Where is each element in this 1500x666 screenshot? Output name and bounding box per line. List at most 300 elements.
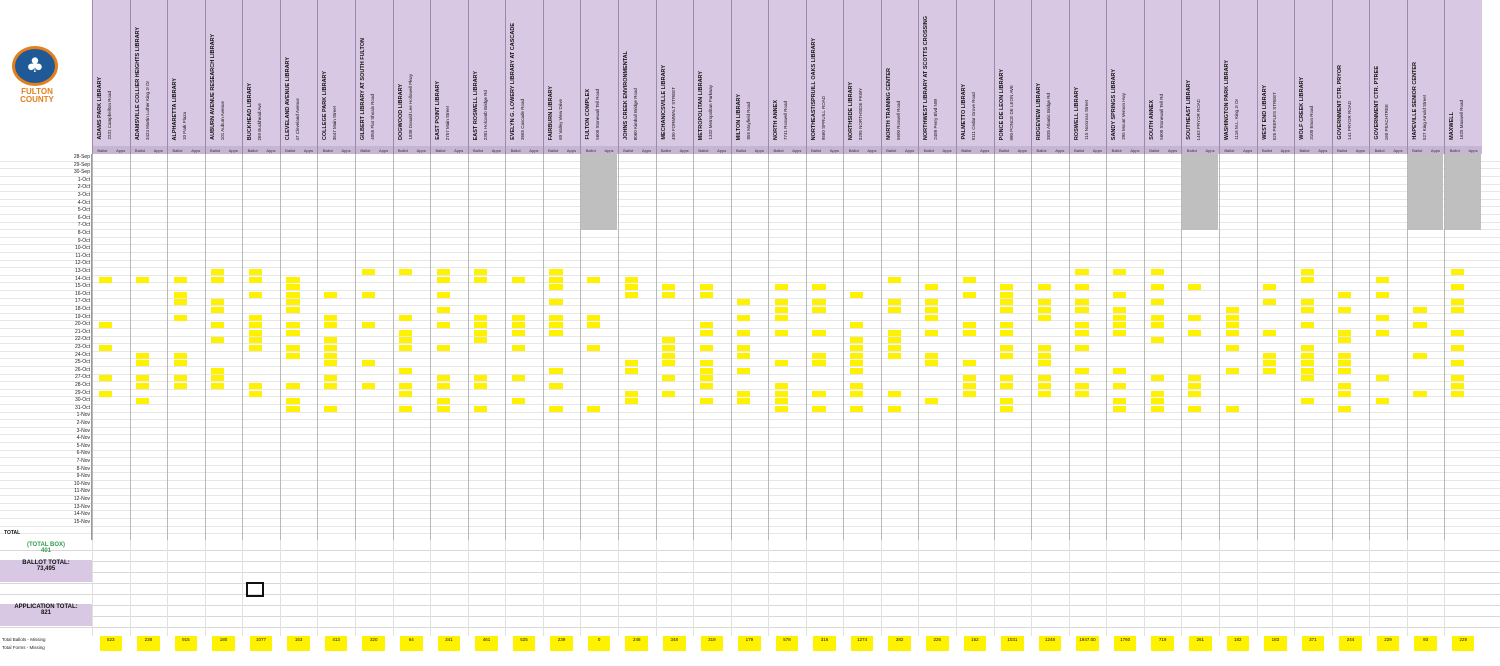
highlighted-cell[interactable] [286, 299, 299, 305]
highlighted-cell[interactable] [850, 345, 863, 351]
highlighted-cell[interactable] [1113, 368, 1126, 374]
highlighted-cell[interactable] [1226, 345, 1239, 351]
highlighted-cell[interactable] [850, 383, 863, 389]
highlighted-cell[interactable] [1000, 353, 1013, 359]
library-header[interactable] [918, 0, 956, 146]
highlighted-cell[interactable] [812, 391, 825, 397]
highlighted-cell[interactable] [1376, 398, 1389, 404]
highlighted-cell[interactable] [399, 391, 412, 397]
highlighted-cell[interactable] [549, 383, 562, 389]
highlighted-cell[interactable] [136, 277, 149, 283]
highlighted-cell[interactable] [549, 330, 562, 336]
highlighted-cell[interactable] [812, 307, 825, 313]
highlighted-cell[interactable] [775, 315, 788, 321]
highlighted-cell[interactable] [324, 322, 337, 328]
highlighted-cell[interactable] [1451, 307, 1464, 313]
library-header[interactable] [280, 0, 318, 146]
highlighted-cell[interactable] [662, 353, 675, 359]
highlighted-cell[interactable] [249, 315, 262, 321]
missing-ballots-cell[interactable]: 229 [1452, 636, 1475, 651]
highlighted-cell[interactable] [737, 315, 750, 321]
highlighted-cell[interactable] [211, 299, 224, 305]
highlighted-cell[interactable] [211, 307, 224, 313]
missing-ballots-cell[interactable]: 319 [701, 636, 724, 651]
highlighted-cell[interactable] [324, 345, 337, 351]
highlighted-cell[interactable] [174, 375, 187, 381]
library-column[interactable] [543, 154, 581, 540]
highlighted-cell[interactable] [99, 277, 112, 283]
highlighted-cell[interactable] [963, 375, 976, 381]
library-header[interactable] [881, 0, 919, 146]
highlighted-cell[interactable] [1226, 322, 1239, 328]
highlighted-cell[interactable] [1338, 391, 1351, 397]
highlighted-cell[interactable] [625, 284, 638, 290]
highlighted-cell[interactable] [549, 315, 562, 321]
library-header[interactable] [543, 0, 581, 146]
missing-ballots-cell[interactable]: 261 [1189, 636, 1212, 651]
library-header[interactable] [1407, 0, 1445, 146]
highlighted-cell[interactable] [700, 284, 713, 290]
library-column[interactable] [505, 154, 543, 540]
highlighted-cell[interactable] [512, 277, 525, 283]
highlighted-cell[interactable] [136, 398, 149, 404]
library-column[interactable] [1106, 154, 1144, 540]
highlighted-cell[interactable] [1151, 269, 1164, 275]
highlighted-cell[interactable] [1000, 398, 1013, 404]
highlighted-cell[interactable] [963, 360, 976, 366]
missing-ballots-cell[interactable]: 93 [1414, 636, 1437, 651]
highlighted-cell[interactable] [1338, 383, 1351, 389]
highlighted-cell[interactable] [1376, 277, 1389, 283]
highlighted-cell[interactable] [1338, 353, 1351, 359]
highlighted-cell[interactable] [700, 368, 713, 374]
library-column[interactable] [656, 154, 694, 540]
highlighted-cell[interactable] [1451, 360, 1464, 366]
highlighted-cell[interactable] [437, 322, 450, 328]
highlighted-cell[interactable] [1075, 284, 1088, 290]
highlighted-cell[interactable] [1301, 360, 1314, 366]
highlighted-cell[interactable] [1263, 284, 1276, 290]
highlighted-cell[interactable] [700, 330, 713, 336]
highlighted-cell[interactable] [1038, 345, 1051, 351]
library-header[interactable] [355, 0, 393, 146]
highlighted-cell[interactable] [324, 337, 337, 343]
missing-ballots-cell[interactable]: 1947.00 [1076, 636, 1099, 651]
library-header[interactable] [656, 0, 694, 146]
highlighted-cell[interactable] [1038, 299, 1051, 305]
highlighted-cell[interactable] [549, 406, 562, 412]
highlighted-cell[interactable] [249, 391, 262, 397]
highlighted-cell[interactable] [737, 368, 750, 374]
library-header[interactable] [167, 0, 205, 146]
library-header[interactable] [1332, 0, 1370, 146]
highlighted-cell[interactable] [174, 360, 187, 366]
highlighted-cell[interactable] [174, 353, 187, 359]
library-header[interactable] [1257, 0, 1295, 146]
highlighted-cell[interactable] [1263, 330, 1276, 336]
highlighted-cell[interactable] [324, 375, 337, 381]
highlighted-cell[interactable] [1338, 307, 1351, 313]
highlighted-cell[interactable] [549, 299, 562, 305]
highlighted-cell[interactable] [963, 391, 976, 397]
library-column[interactable] [167, 154, 205, 540]
highlighted-cell[interactable] [850, 406, 863, 412]
highlighted-cell[interactable] [1075, 330, 1088, 336]
highlighted-cell[interactable] [437, 398, 450, 404]
library-column[interactable] [994, 154, 1032, 540]
highlighted-cell[interactable] [249, 345, 262, 351]
library-header[interactable] [580, 0, 618, 146]
highlighted-cell[interactable] [512, 375, 525, 381]
highlighted-cell[interactable] [437, 375, 450, 381]
highlighted-cell[interactable] [1000, 284, 1013, 290]
highlighted-cell[interactable] [362, 292, 375, 298]
highlighted-cell[interactable] [700, 360, 713, 366]
highlighted-cell[interactable] [1188, 406, 1201, 412]
highlighted-cell[interactable] [812, 284, 825, 290]
highlighted-cell[interactable] [1038, 360, 1051, 366]
missing-ballots-cell[interactable]: 153 [287, 636, 310, 651]
missing-ballots-cell[interactable]: 238 [137, 636, 160, 651]
highlighted-cell[interactable] [925, 315, 938, 321]
highlighted-cell[interactable] [1188, 315, 1201, 321]
highlighted-cell[interactable] [1075, 368, 1088, 374]
highlighted-cell[interactable] [963, 292, 976, 298]
library-header[interactable] [1369, 0, 1407, 146]
highlighted-cell[interactable] [1451, 345, 1464, 351]
highlighted-cell[interactable] [324, 315, 337, 321]
library-column[interactable] [1332, 154, 1370, 540]
highlighted-cell[interactable] [324, 353, 337, 359]
highlighted-cell[interactable] [249, 330, 262, 336]
highlighted-cell[interactable] [812, 330, 825, 336]
highlighted-cell[interactable] [1376, 375, 1389, 381]
highlighted-cell[interactable] [1151, 322, 1164, 328]
highlighted-cell[interactable] [888, 277, 901, 283]
missing-ballots-cell[interactable]: 719 [1151, 636, 1174, 651]
highlighted-cell[interactable] [1338, 406, 1351, 412]
highlighted-cell[interactable] [1113, 406, 1126, 412]
missing-ballots-cell[interactable]: 183 [1264, 636, 1287, 651]
highlighted-cell[interactable] [1000, 330, 1013, 336]
library-header[interactable] [1031, 0, 1069, 146]
highlighted-cell[interactable] [1226, 368, 1239, 374]
library-header[interactable] [1444, 0, 1482, 146]
highlighted-cell[interactable] [1188, 330, 1201, 336]
highlighted-cell[interactable] [850, 368, 863, 374]
highlighted-cell[interactable] [1413, 307, 1426, 313]
highlighted-cell[interactable] [1075, 391, 1088, 397]
highlighted-cell[interactable] [1451, 299, 1464, 305]
highlighted-cell[interactable] [512, 315, 525, 321]
library-header[interactable] [1294, 0, 1332, 146]
missing-ballots-cell[interactable]: 413 [325, 636, 348, 651]
highlighted-cell[interactable] [399, 368, 412, 374]
missing-ballots-cell[interactable]: 244 [1339, 636, 1362, 651]
highlighted-cell[interactable] [1113, 330, 1126, 336]
library-column[interactable] [731, 154, 769, 540]
library-header[interactable] [994, 0, 1032, 146]
highlighted-cell[interactable] [1113, 307, 1126, 313]
highlighted-cell[interactable] [1075, 345, 1088, 351]
highlighted-cell[interactable] [587, 277, 600, 283]
highlighted-cell[interactable] [249, 337, 262, 343]
highlighted-cell[interactable] [963, 383, 976, 389]
library-header[interactable] [1144, 0, 1182, 146]
missing-ballots-cell[interactable]: 915 [175, 636, 198, 651]
highlighted-cell[interactable] [1000, 345, 1013, 351]
highlighted-cell[interactable] [549, 277, 562, 283]
highlighted-cell[interactable] [700, 345, 713, 351]
highlighted-cell[interactable] [812, 406, 825, 412]
highlighted-cell[interactable] [1000, 307, 1013, 313]
missing-ballots-cell[interactable]: 348 [663, 636, 686, 651]
library-column[interactable] [843, 154, 881, 540]
highlighted-cell[interactable] [249, 383, 262, 389]
highlighted-cell[interactable] [99, 391, 112, 397]
highlighted-cell[interactable] [1301, 368, 1314, 374]
highlighted-cell[interactable] [286, 383, 299, 389]
highlighted-cell[interactable] [700, 292, 713, 298]
highlighted-cell[interactable] [775, 406, 788, 412]
highlighted-cell[interactable] [286, 330, 299, 336]
highlighted-cell[interactable] [362, 383, 375, 389]
missing-ballots-cell[interactable]: 248 [625, 636, 648, 651]
missing-ballots-cell[interactable]: 64 [400, 636, 423, 651]
highlighted-cell[interactable] [474, 330, 487, 336]
highlighted-cell[interactable] [925, 360, 938, 366]
highlighted-cell[interactable] [1151, 299, 1164, 305]
missing-ballots-cell[interactable]: 162 [964, 636, 987, 651]
highlighted-cell[interactable] [136, 353, 149, 359]
highlighted-cell[interactable] [324, 406, 337, 412]
highlighted-cell[interactable] [174, 299, 187, 305]
highlighted-cell[interactable] [1151, 391, 1164, 397]
library-header[interactable] [956, 0, 994, 146]
highlighted-cell[interactable] [437, 269, 450, 275]
missing-ballots-cell[interactable]: 0 [588, 636, 611, 651]
library-column[interactable] [693, 154, 731, 540]
highlighted-cell[interactable] [1301, 398, 1314, 404]
highlighted-cell[interactable] [286, 307, 299, 313]
highlighted-cell[interactable] [775, 330, 788, 336]
highlighted-cell[interactable] [1038, 375, 1051, 381]
missing-ballots-cell[interactable]: 525 [513, 636, 536, 651]
library-column[interactable] [1144, 154, 1182, 540]
highlighted-cell[interactable] [1301, 269, 1314, 275]
highlighted-cell[interactable] [1113, 383, 1126, 389]
library-column[interactable] [806, 154, 844, 540]
library-header[interactable] [1069, 0, 1107, 146]
library-header[interactable] [92, 0, 130, 146]
highlighted-cell[interactable] [888, 299, 901, 305]
library-header[interactable] [130, 0, 168, 146]
highlighted-cell[interactable] [437, 406, 450, 412]
highlighted-cell[interactable] [99, 322, 112, 328]
highlighted-cell[interactable] [1451, 330, 1464, 336]
highlighted-cell[interactable] [474, 269, 487, 275]
highlighted-cell[interactable] [399, 330, 412, 336]
highlighted-cell[interactable] [399, 337, 412, 343]
highlighted-cell[interactable] [1000, 383, 1013, 389]
highlighted-cell[interactable] [362, 360, 375, 366]
missing-ballots-cell[interactable]: 316 [813, 636, 836, 651]
highlighted-cell[interactable] [963, 277, 976, 283]
highlighted-cell[interactable] [1376, 330, 1389, 336]
highlighted-cell[interactable] [850, 391, 863, 397]
highlighted-cell[interactable] [1413, 391, 1426, 397]
missing-ballots-cell[interactable]: 179 [738, 636, 761, 651]
highlighted-cell[interactable] [99, 345, 112, 351]
highlighted-cell[interactable] [737, 330, 750, 336]
library-header[interactable] [205, 0, 243, 146]
highlighted-cell[interactable] [775, 383, 788, 389]
library-column[interactable] [205, 154, 243, 540]
highlighted-cell[interactable] [850, 322, 863, 328]
highlighted-cell[interactable] [362, 322, 375, 328]
highlighted-cell[interactable] [1263, 299, 1276, 305]
highlighted-cell[interactable] [1113, 398, 1126, 404]
highlighted-cell[interactable] [775, 398, 788, 404]
highlighted-cell[interactable] [812, 299, 825, 305]
missing-ballots-cell[interactable]: 239 [550, 636, 573, 651]
highlighted-cell[interactable] [512, 330, 525, 336]
highlighted-cell[interactable] [1151, 398, 1164, 404]
highlighted-cell[interactable] [286, 277, 299, 283]
library-column[interactable] [1069, 154, 1107, 540]
highlighted-cell[interactable] [1151, 315, 1164, 321]
highlighted-cell[interactable] [549, 284, 562, 290]
highlighted-cell[interactable] [925, 307, 938, 313]
highlighted-cell[interactable] [925, 284, 938, 290]
highlighted-cell[interactable] [888, 330, 901, 336]
highlighted-cell[interactable] [925, 299, 938, 305]
highlighted-cell[interactable] [662, 360, 675, 366]
library-column[interactable] [130, 154, 168, 540]
missing-ballots-cell[interactable]: 523 [100, 636, 123, 651]
highlighted-cell[interactable] [1338, 330, 1351, 336]
highlighted-cell[interactable] [174, 315, 187, 321]
highlighted-cell[interactable] [1188, 391, 1201, 397]
highlighted-cell[interactable] [286, 322, 299, 328]
highlighted-cell[interactable] [286, 398, 299, 404]
highlighted-cell[interactable] [1301, 299, 1314, 305]
library-column[interactable] [1294, 154, 1332, 540]
highlighted-cell[interactable] [437, 292, 450, 298]
library-column[interactable] [430, 154, 468, 540]
missing-ballots-cell[interactable]: 282 [888, 636, 911, 651]
highlighted-cell[interactable] [1075, 269, 1088, 275]
highlighted-cell[interactable] [512, 345, 525, 351]
highlighted-cell[interactable] [625, 292, 638, 298]
library-column[interactable] [768, 154, 806, 540]
highlighted-cell[interactable] [587, 406, 600, 412]
missing-ballots-cell[interactable]: 320 [362, 636, 385, 651]
library-column[interactable] [1219, 154, 1257, 540]
missing-ballots-cell[interactable]: 1248 [1039, 636, 1062, 651]
highlighted-cell[interactable] [399, 315, 412, 321]
highlighted-cell[interactable] [850, 292, 863, 298]
highlighted-cell[interactable] [324, 383, 337, 389]
library-header[interactable] [317, 0, 355, 146]
highlighted-cell[interactable] [1151, 406, 1164, 412]
library-header[interactable] [1181, 0, 1219, 146]
highlighted-cell[interactable] [625, 368, 638, 374]
highlighted-cell[interactable] [399, 269, 412, 275]
highlighted-cell[interactable] [662, 292, 675, 298]
highlighted-cell[interactable] [625, 398, 638, 404]
highlighted-cell[interactable] [1263, 360, 1276, 366]
highlighted-cell[interactable] [512, 398, 525, 404]
highlighted-cell[interactable] [324, 360, 337, 366]
highlighted-cell[interactable] [737, 299, 750, 305]
highlighted-cell[interactable] [512, 322, 525, 328]
highlighted-cell[interactable] [474, 277, 487, 283]
highlighted-cell[interactable] [1338, 360, 1351, 366]
highlighted-cell[interactable] [1263, 368, 1276, 374]
highlighted-cell[interactable] [1338, 292, 1351, 298]
highlighted-cell[interactable] [249, 277, 262, 283]
highlighted-cell[interactable] [1113, 315, 1126, 321]
highlighted-cell[interactable] [249, 292, 262, 298]
highlighted-cell[interactable] [549, 322, 562, 328]
highlighted-cell[interactable] [549, 368, 562, 374]
highlighted-cell[interactable] [700, 383, 713, 389]
highlighted-cell[interactable] [1451, 284, 1464, 290]
highlighted-cell[interactable] [474, 375, 487, 381]
library-header[interactable] [393, 0, 431, 146]
highlighted-cell[interactable] [1301, 307, 1314, 313]
highlighted-cell[interactable] [324, 292, 337, 298]
library-column[interactable] [393, 154, 431, 540]
highlighted-cell[interactable] [1451, 269, 1464, 275]
highlighted-cell[interactable] [1188, 284, 1201, 290]
highlighted-cell[interactable] [812, 360, 825, 366]
highlighted-cell[interactable] [662, 391, 675, 397]
library-column[interactable] [242, 154, 280, 540]
highlighted-cell[interactable] [136, 383, 149, 389]
highlighted-cell[interactable] [775, 360, 788, 366]
library-header[interactable] [1106, 0, 1144, 146]
highlighted-cell[interactable] [474, 406, 487, 412]
highlighted-cell[interactable] [249, 269, 262, 275]
highlighted-cell[interactable] [211, 277, 224, 283]
highlighted-cell[interactable] [1226, 315, 1239, 321]
highlighted-cell[interactable] [888, 391, 901, 397]
library-column[interactable] [468, 154, 506, 540]
highlighted-cell[interactable] [587, 345, 600, 351]
library-column[interactable] [1369, 154, 1407, 540]
highlighted-cell[interactable] [1376, 292, 1389, 298]
missing-ballots-cell[interactable]: 371 [1302, 636, 1325, 651]
highlighted-cell[interactable] [625, 277, 638, 283]
library-column[interactable] [618, 154, 656, 540]
highlighted-cell[interactable] [1226, 406, 1239, 412]
library-column[interactable] [918, 154, 956, 540]
highlighted-cell[interactable] [1000, 406, 1013, 412]
highlighted-cell[interactable] [362, 269, 375, 275]
highlighted-cell[interactable] [437, 345, 450, 351]
selected-cell[interactable] [246, 582, 264, 597]
highlighted-cell[interactable] [211, 375, 224, 381]
highlighted-cell[interactable] [737, 398, 750, 404]
highlighted-cell[interactable] [1263, 353, 1276, 359]
library-header[interactable] [430, 0, 468, 146]
highlighted-cell[interactable] [136, 360, 149, 366]
missing-ballots-cell[interactable]: 226 [926, 636, 949, 651]
highlighted-cell[interactable] [1000, 292, 1013, 298]
highlighted-cell[interactable] [399, 345, 412, 351]
